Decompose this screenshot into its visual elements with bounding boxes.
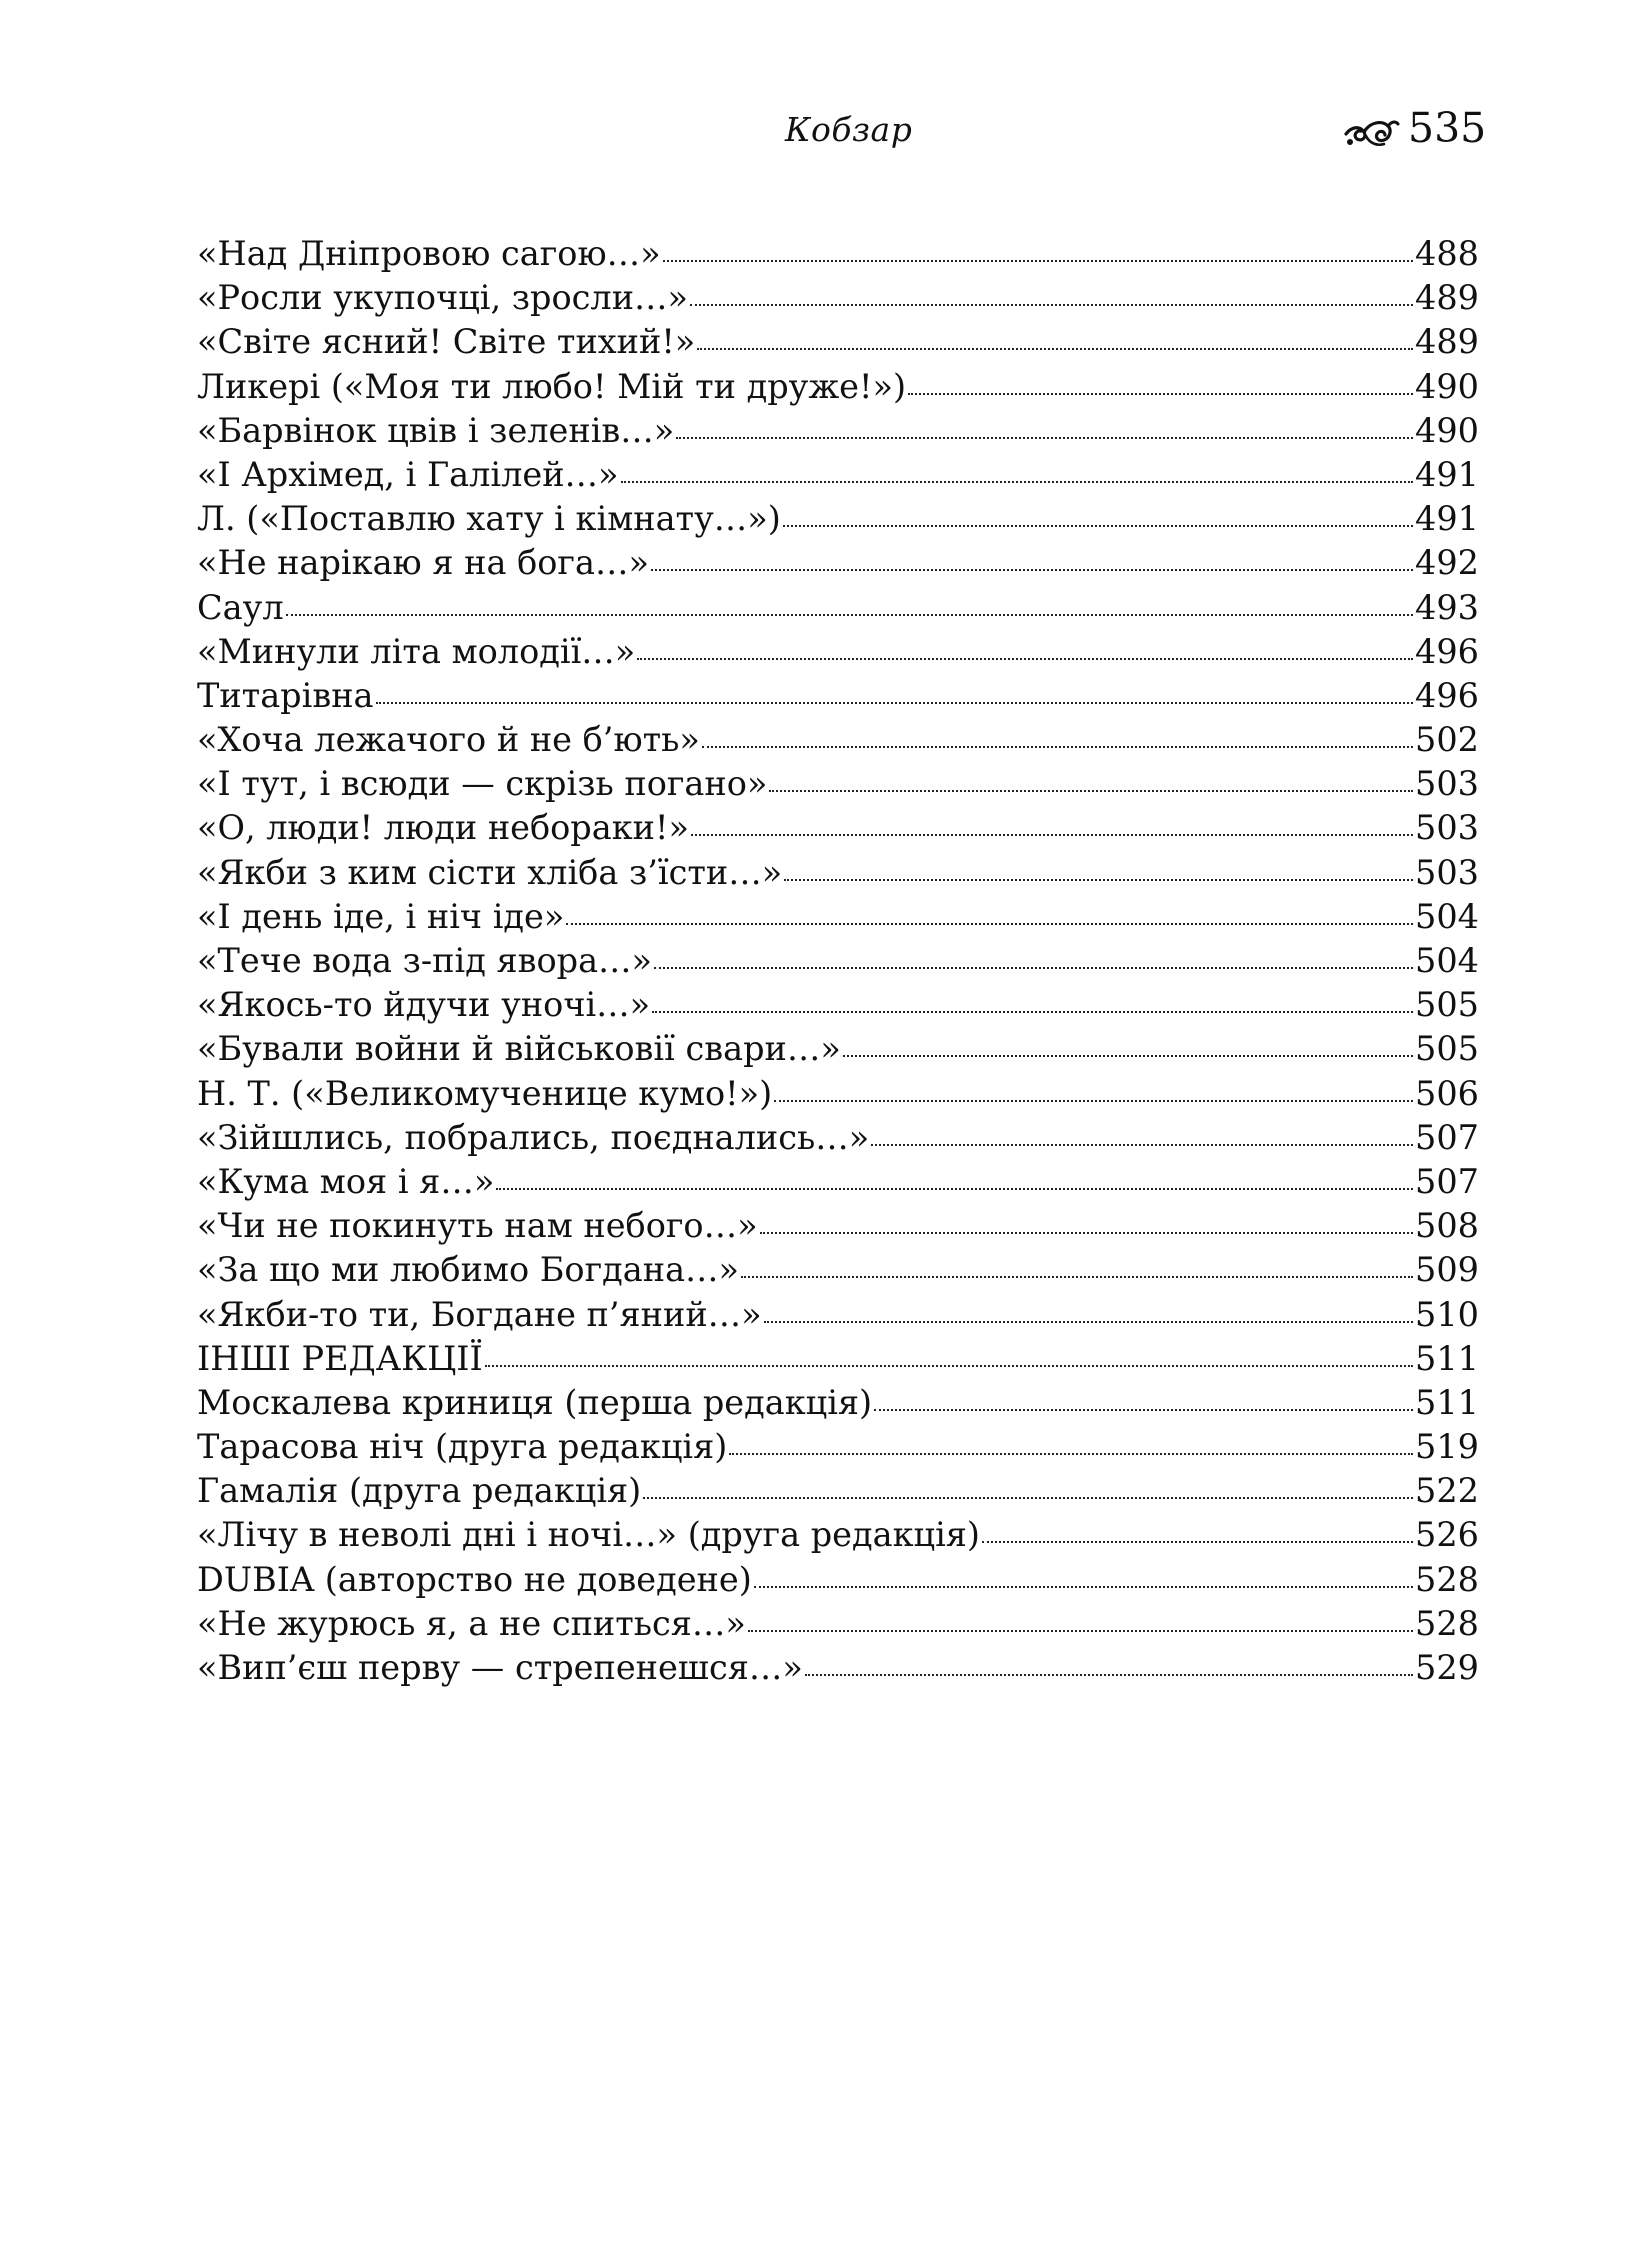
dot-leader xyxy=(651,567,1413,571)
toc-entry-page: 509 xyxy=(1415,1250,1479,1290)
toc-entry xyxy=(197,630,1479,674)
toc-entry-page: 511 xyxy=(1415,1338,1479,1378)
toc-entry xyxy=(197,1293,1479,1337)
dot-leader xyxy=(376,700,1414,704)
dot-leader xyxy=(760,1230,1413,1234)
dot-leader xyxy=(774,1098,1413,1102)
toc-entry-page: 503 xyxy=(1415,852,1479,892)
dot-leader xyxy=(769,788,1413,792)
dot-leader xyxy=(697,346,1413,350)
toc-entry-page: 488 xyxy=(1415,234,1479,273)
toc-entry xyxy=(197,674,1479,718)
toc-entry xyxy=(197,1072,1479,1116)
dot-leader xyxy=(676,435,1413,439)
dot-leader xyxy=(663,258,1413,262)
toc-entry-page: 526 xyxy=(1415,1515,1479,1555)
toc-entry-page: 493 xyxy=(1415,587,1479,627)
dot-leader xyxy=(908,391,1413,395)
dot-leader xyxy=(784,877,1413,881)
toc-entry-page: 496 xyxy=(1415,675,1479,715)
toc-entry-page: 519 xyxy=(1415,1427,1479,1467)
toc-entry xyxy=(197,1248,1479,1292)
toc-entry-title: «І тут, і всюди — скрізь погано» xyxy=(197,764,768,804)
toc-entry xyxy=(197,1513,1479,1557)
toc-entry-title: «Якби з ким сісти хліба з’їсти…» xyxy=(197,852,783,892)
dot-leader xyxy=(741,1274,1413,1278)
toc-entry xyxy=(197,1160,1479,1204)
toc-entry-page: 510 xyxy=(1415,1294,1479,1334)
toc-entry xyxy=(197,762,1479,806)
toc-entry xyxy=(197,1469,1479,1513)
dot-leader xyxy=(982,1539,1413,1543)
toc-entry-title: «Минули літа молодії…» xyxy=(197,631,636,671)
dot-leader xyxy=(702,744,1413,748)
dot-leader xyxy=(621,479,1413,483)
toc-entry-page: 490 xyxy=(1415,410,1479,450)
toc-entry-page: 504 xyxy=(1415,896,1479,936)
toc-entry-title: Тарасова ніч (друга редакція) xyxy=(197,1427,728,1467)
dot-leader xyxy=(843,1053,1413,1057)
toc-entry xyxy=(197,1116,1479,1160)
toc-entry-title: «Хоча лежачого й не б’ють» xyxy=(197,720,700,760)
toc-entry xyxy=(197,1381,1479,1425)
dot-leader xyxy=(874,1407,1413,1411)
fleuron-icon xyxy=(1342,112,1400,152)
toc-entry xyxy=(197,497,1479,541)
toc-entry-page: 507 xyxy=(1415,1117,1479,1157)
toc-entry-page: 528 xyxy=(1415,1559,1479,1599)
toc-entry-page: 491 xyxy=(1415,499,1479,539)
page-number: 535 xyxy=(1408,104,1487,152)
toc-entry-title: «За що ми любимо Богдана…» xyxy=(197,1250,740,1290)
toc-entry-page: 496 xyxy=(1415,631,1479,671)
toc-entry-page: 490 xyxy=(1415,366,1479,406)
toc-entry-page: 505 xyxy=(1415,1029,1479,1069)
toc-entry-page: 506 xyxy=(1415,1073,1479,1113)
toc-entry-page: 491 xyxy=(1415,454,1479,494)
toc-entry-title: «Не нарікаю я на бога…» xyxy=(197,543,649,583)
toc-entry-title: ІНШІ РЕДАКЦІЇ xyxy=(197,1338,483,1378)
toc-entry xyxy=(197,1425,1479,1469)
toc-entry-title: «Росли укупочці, зросли…» xyxy=(197,278,689,318)
table-of-contents xyxy=(197,232,1479,1690)
toc-entry-title: Ликері («Моя ти любо! Мій ти друже!») xyxy=(197,366,907,406)
toc-entry-title: Л. («Поставлю хату і кімнату…») xyxy=(197,499,781,539)
toc-entry-page: 507 xyxy=(1415,1161,1479,1201)
toc-entry-title: Саул xyxy=(197,587,284,627)
toc-entry-page: 504 xyxy=(1415,941,1479,980)
toc-entry xyxy=(197,806,1479,850)
toc-entry xyxy=(197,939,1479,983)
dot-leader xyxy=(690,302,1413,306)
dot-leader xyxy=(637,656,1413,660)
toc-entry-title: «Лічу в неволі дні і ночі…» (друга редакція) xyxy=(197,1515,980,1555)
toc-entry xyxy=(197,541,1479,585)
toc-entry xyxy=(197,718,1479,762)
toc-entry xyxy=(197,1558,1479,1602)
dot-leader xyxy=(652,1009,1413,1013)
toc-entry xyxy=(197,983,1479,1027)
running-title: Кобзар xyxy=(785,110,913,149)
toc-entry xyxy=(197,1602,1479,1646)
toc-entry xyxy=(197,276,1479,320)
toc-entry-page: 503 xyxy=(1415,808,1479,848)
toc-entry xyxy=(197,453,1479,497)
toc-entry-title: «Світе ясний! Світе тихий!» xyxy=(197,322,696,362)
toc-entry-title: «Якось-то йдучи уночі…» xyxy=(197,985,651,1025)
toc-entry-title: «Чи не покинуть нам небого…» xyxy=(197,1206,758,1246)
toc-entry xyxy=(197,232,1479,276)
toc-entry xyxy=(197,409,1479,453)
toc-entry-title: «Кума моя і я…» xyxy=(197,1161,495,1201)
dot-leader xyxy=(485,1363,1413,1367)
toc-entry-title: «Тече вода з-під явора…» xyxy=(197,941,653,980)
toc-entry-title: «Не журюсь я, а не спиться…» xyxy=(197,1603,746,1643)
toc-entry-page: 508 xyxy=(1415,1206,1479,1246)
toc-entry-page: 511 xyxy=(1415,1382,1479,1422)
toc-entry xyxy=(197,1027,1479,1071)
toc-entry-page: 528 xyxy=(1415,1603,1479,1643)
dot-leader xyxy=(654,965,1413,969)
toc-entry xyxy=(197,1204,1479,1248)
toc-entry-page: 502 xyxy=(1415,720,1479,760)
toc-entry xyxy=(197,851,1479,895)
toc-entry xyxy=(197,586,1479,630)
toc-entry-page: 522 xyxy=(1415,1471,1479,1511)
toc-entry-title: «Над Дніпровою сагою…» xyxy=(197,234,661,273)
toc-entry-page: 492 xyxy=(1415,543,1479,583)
toc-entry xyxy=(197,1337,1479,1381)
dot-leader xyxy=(643,1495,1413,1499)
toc-entry-title: Н. Т. («Великомученице кумо!») xyxy=(197,1073,773,1113)
dot-leader xyxy=(729,1451,1413,1455)
toc-entry-title: «Барвінок цвів і зеленів…» xyxy=(197,410,675,450)
dot-leader xyxy=(496,1186,1413,1190)
toc-entry-page: 505 xyxy=(1415,985,1479,1025)
toc-entry-title: «О, люди! люди небораки!» xyxy=(197,808,689,848)
toc-entry-page: 529 xyxy=(1415,1648,1479,1687)
dot-leader xyxy=(748,1628,1413,1632)
dot-leader xyxy=(871,1142,1413,1146)
toc-entry xyxy=(197,895,1479,939)
toc-entry-title: «Бували войни й військовії свари…» xyxy=(197,1029,841,1069)
toc-entry xyxy=(197,365,1479,409)
toc-entry-title: DUBIA (авторство не доведене) xyxy=(197,1559,752,1599)
running-head xyxy=(0,104,1645,164)
toc-entry-page: 503 xyxy=(1415,764,1479,804)
dot-leader xyxy=(566,921,1413,925)
toc-entry-title: «Якби-то ти, Богдане п’яний…» xyxy=(197,1294,762,1334)
dot-leader xyxy=(286,612,1413,616)
toc-entry-title: «І Архімед, і Галілей…» xyxy=(197,454,619,494)
toc-entry xyxy=(197,1646,1479,1690)
dot-leader xyxy=(764,1319,1413,1323)
dot-leader xyxy=(783,523,1413,527)
toc-entry-title: Москалева криниця (перша редакція) xyxy=(197,1382,873,1422)
toc-entry-title: «І день іде, і ніч іде» xyxy=(197,896,565,936)
toc-entry-title: Титарівна xyxy=(197,675,374,715)
toc-entry xyxy=(197,320,1479,364)
toc-entry-title: «Вип’єш перву — стрепенешся…» xyxy=(197,1648,803,1687)
dot-leader xyxy=(691,832,1413,836)
toc-entry-title: Гамалія (друга редакція) xyxy=(197,1471,642,1511)
toc-entry-title: «Зійшлись, побрались, поєднались…» xyxy=(197,1117,870,1157)
dot-leader xyxy=(805,1672,1413,1676)
toc-entry-page: 489 xyxy=(1415,322,1479,362)
toc-entry-page: 489 xyxy=(1415,278,1479,318)
dot-leader xyxy=(754,1584,1413,1588)
